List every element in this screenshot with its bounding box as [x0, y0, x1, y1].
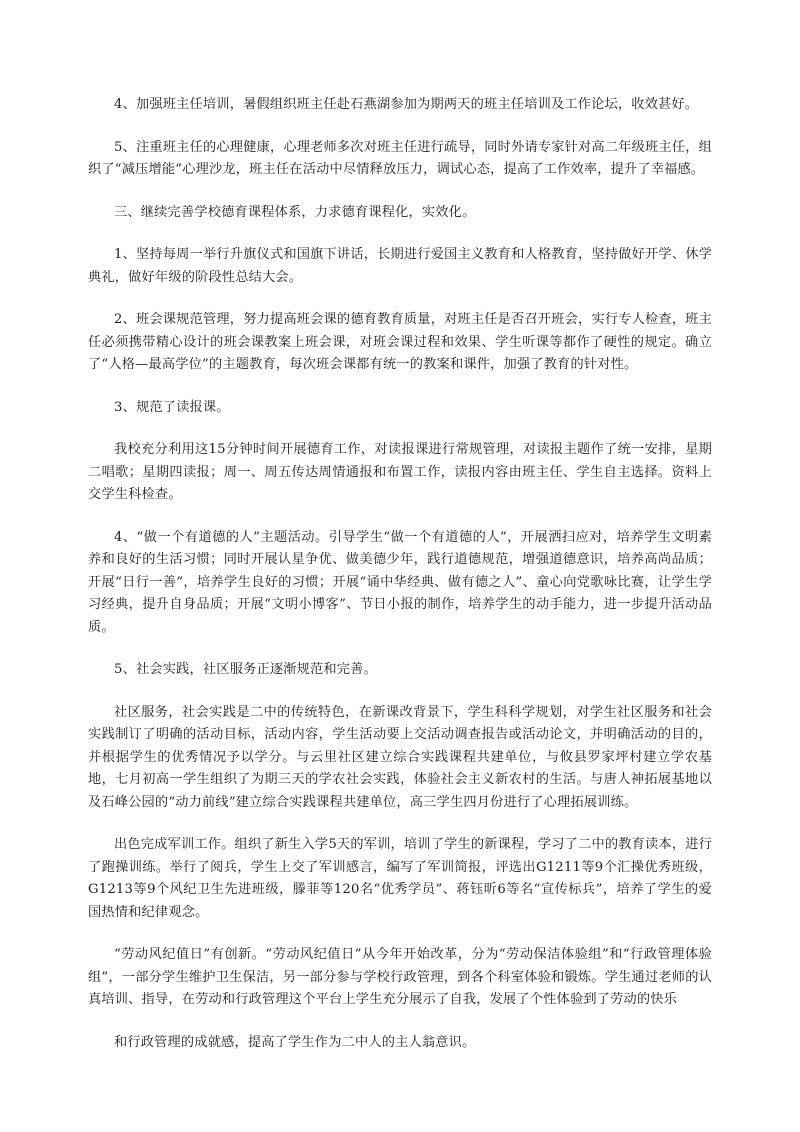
- paragraph: “劳动风纪值日”有创新。“劳动风纪值日”从今年开始改革，分为“劳动保洁体验组”和“行政管理体验组”，一部分学生维护卫生保洁，另一部分参与学校行政管理，到各个科室体验和锻炼。学生通过老师的认真培训、指导，在劳动和行政管理这个平台上学生充分展示了自我，发展了个性体验到了劳动的快乐: [88, 947, 712, 1007]
- paragraph: 5、注重班主任的心理健康，心理老师多次对班主任进行疏导，同时外请专家针对高二年级班主任，组织了“减压增能”心理沙龙，班主任在活动中尽情释放压力，调试心态，提高了工作效率，提升了幸福感。: [88, 139, 712, 177]
- paragraph: 4、“做一个有道德的人”主题活动。引导学生“做一个有道德的人”，开展洒扫应对，培养学生文明素养和良好的生活习惯；同时开展认星争优、做美德少年，践行道德规范，增强道德意识，培养高尚品质；开展“日行一善”，培养学生良好的习惯；开展“诵中华经典、做有德之人”、童心向党歌咏比赛，让学生学习经典，提升自身品质；开展“文明小博客”、节日小报的制作，培养学生的动手能力，进一步提升活动品质。: [88, 529, 712, 635]
- paragraph: 和行政管理的成就感，提高了学生作为二中人的主人翁意识。: [114, 1034, 476, 1050]
- document-body: [88, 94, 712, 1054]
- paragraph: 5、社会实践，社区服务正逐渐规范和完善。: [114, 662, 377, 677]
- section-heading: 三、继续完善学校德育课程体系，力求德育课程化，实效化。: [114, 204, 476, 220]
- paragraph: 1、坚持每周一举行升旗仪式和国旗下讲话，长期进行爱国主义教育和人格教育，坚持做好开学、休学典礼，做好年级的阶段性总结大会。: [88, 247, 712, 285]
- paragraph: 我校充分利用这15分钟时间开展德育工作，对读报课进行常规管理，对读报主题作了统一安排，星期二唱歌；星期四读报；周一、周五传达周情通报和布置工作，读报内容由班主任、学生自主选择。资料上交学生科检查。: [88, 442, 712, 502]
- paragraph: 4、加强班主任培训，暑假组织班主任赴石燕湖参加为期两天的班主任培训及工作论坛，收效甚好。: [114, 97, 699, 112]
- paragraph: 社区服务，社会实践是二中的传统特色，在新课改背景下，学生科科学规划，对学生社区服务和社会实践制订了明确的活动目标，活动内容，学生活动要上交活动调查报告或活动论文，并明确活动的目的，并根据学生的优秀情况予以学分。与云里社区建立综合实践课程共建单位，与攸县罗家坪村建立学农基地，七月初高一学生组织了为期三天的学农社会实践，体验社会主义新农村的生活。与唐人神拓展基地以及石峰公园的“动力前线”建立综合实践课程共建单位，高三学生四月份进行了心理拓展训练。: [88, 704, 712, 810]
- paragraph: 3、规范了读报课。: [114, 399, 230, 415]
- paragraph: 出色完成军训工作。组织了新生入学5天的军训，培训了学生的新课程，学习了二中的教育读本，进行了跑操训练。举行了阅兵，学生上交了军训感言，编写了军训简报，评选出G1211等9个汇操优秀班级，G1213等9个风纪卫生先进班级，滕菲等120名“优秀学员”、蒋钰昕6等名“宣传标兵”，培养了学生的爱国热情和纪律观念。: [88, 837, 712, 920]
- paragraph: 2、班会课规范管理，努力提高班会课的德育教育质量，对班主任是否召开班会，实行专人检查，班主任必须携带精心设计的班会课教案上班会课，对班会课过程和效果、学生听课等都作了硬性的规定。确立了“人格—最高学位”的主题教育，每次班会课都有统一的教案和课件，加强了教育的针对性。: [88, 312, 712, 372]
